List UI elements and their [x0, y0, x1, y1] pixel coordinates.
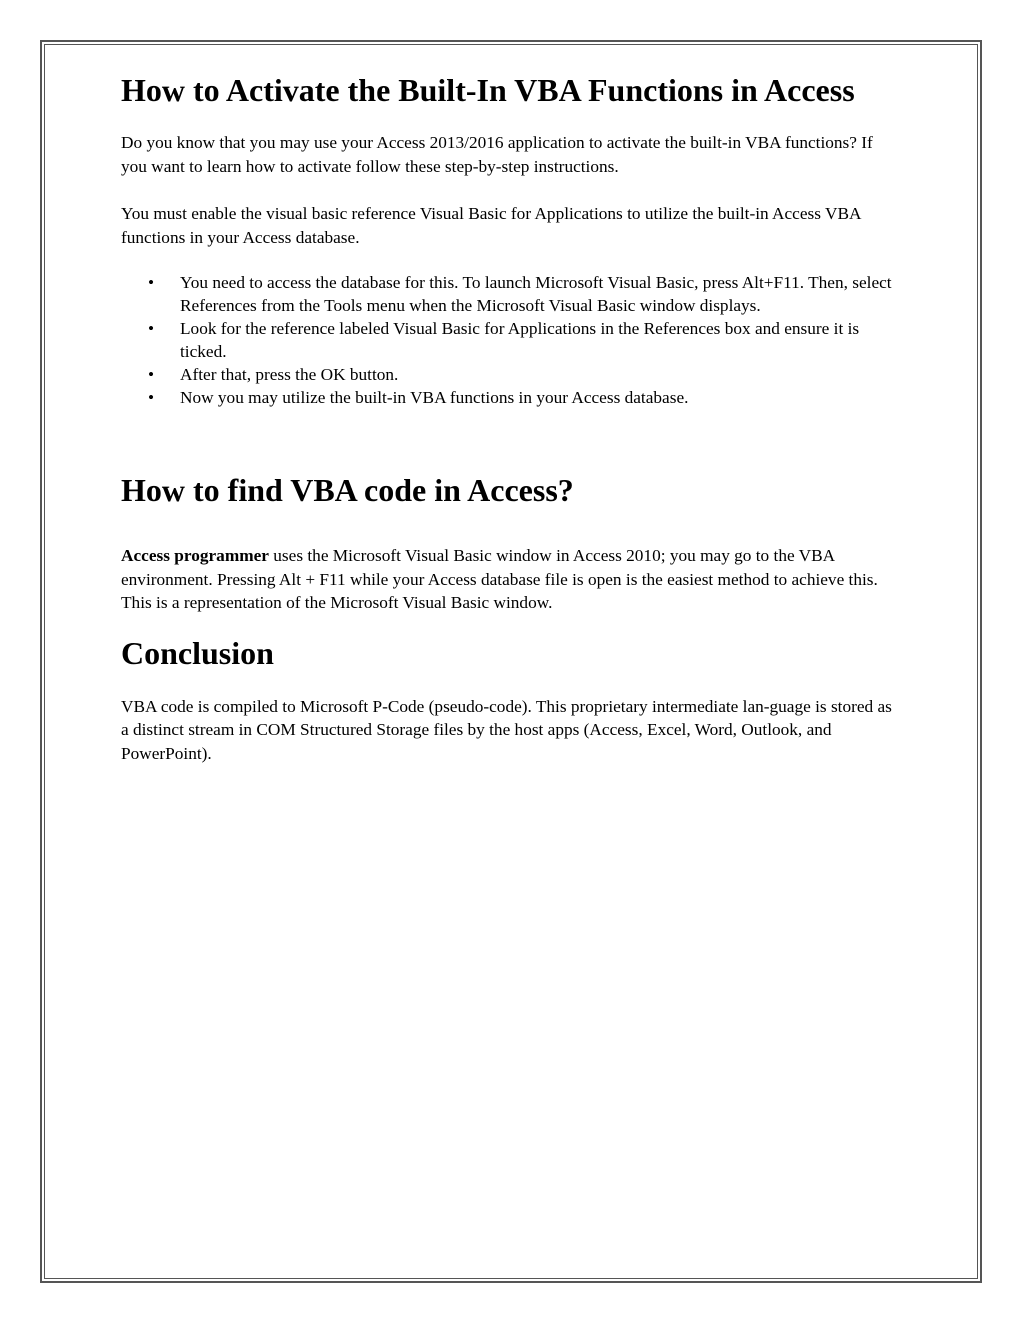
conclusion-paragraph: VBA code is compiled to Microsoft P-Code (pseudo-code). This proprietary intermediate lan-guage is stored as a distinct stream in COM Structured Storage files by the host apps (Access, Excel, Word, Outlook, and PowerPoint). [121, 696, 892, 763]
access-programmer-body: uses the Microsoft Visual Basic window in Access 2010; you may go to the VBA environment. Pressing Alt + F11 while your Access database file is open is the easiest method to achieve this. This is a representation of the Microsoft Visual Basic window. [121, 546, 878, 612]
list-item [121, 386, 901, 409]
list-item-text: After that, press the OK button. [180, 365, 399, 384]
list-item-text: You need to access the database for this. To launch Microsoft Visual Basic, press Alt+F11. Then, select References from the Tools menu when the Microsoft Visual Basic window displays. [180, 273, 892, 315]
bullet-icon: • [148, 365, 155, 384]
list-item-text: Look for the reference labeled Visual Basic for Applications in the References box and ensure it is ticked. [180, 319, 860, 361]
list-item-text: Now you may utilize the built-in VBA functions in your Access database. [180, 388, 689, 407]
access-programmer-lead: Access programmer [121, 546, 269, 565]
steps-list [121, 271, 901, 409]
enable-reference-paragraph: You must enable the visual basic reference Visual Basic for Applications to utilize the built-in Access VBA functions in your Access database. [121, 204, 861, 247]
section-title-activate-vba: How to Activate the Built-In VBA Functions in Access [121, 72, 855, 108]
section-title-conclusion: Conclusion [121, 634, 274, 671]
intro-paragraph: Do you know that you may use your Access 2013/2016 application to activate the built-in VBA functions? If you want to learn how to activate follow these step-by-step instructions. [121, 133, 873, 176]
list-item [121, 271, 901, 317]
bullet-icon: • [148, 319, 155, 338]
document-body [121, 70, 901, 765]
access-programmer-paragraph [121, 544, 901, 615]
section-title-find-vba-code: How to find VBA code in Access? [121, 472, 574, 508]
bullet-icon: • [148, 388, 155, 407]
list-item [121, 317, 901, 363]
list-item [121, 363, 901, 386]
bullet-icon: • [148, 273, 155, 292]
